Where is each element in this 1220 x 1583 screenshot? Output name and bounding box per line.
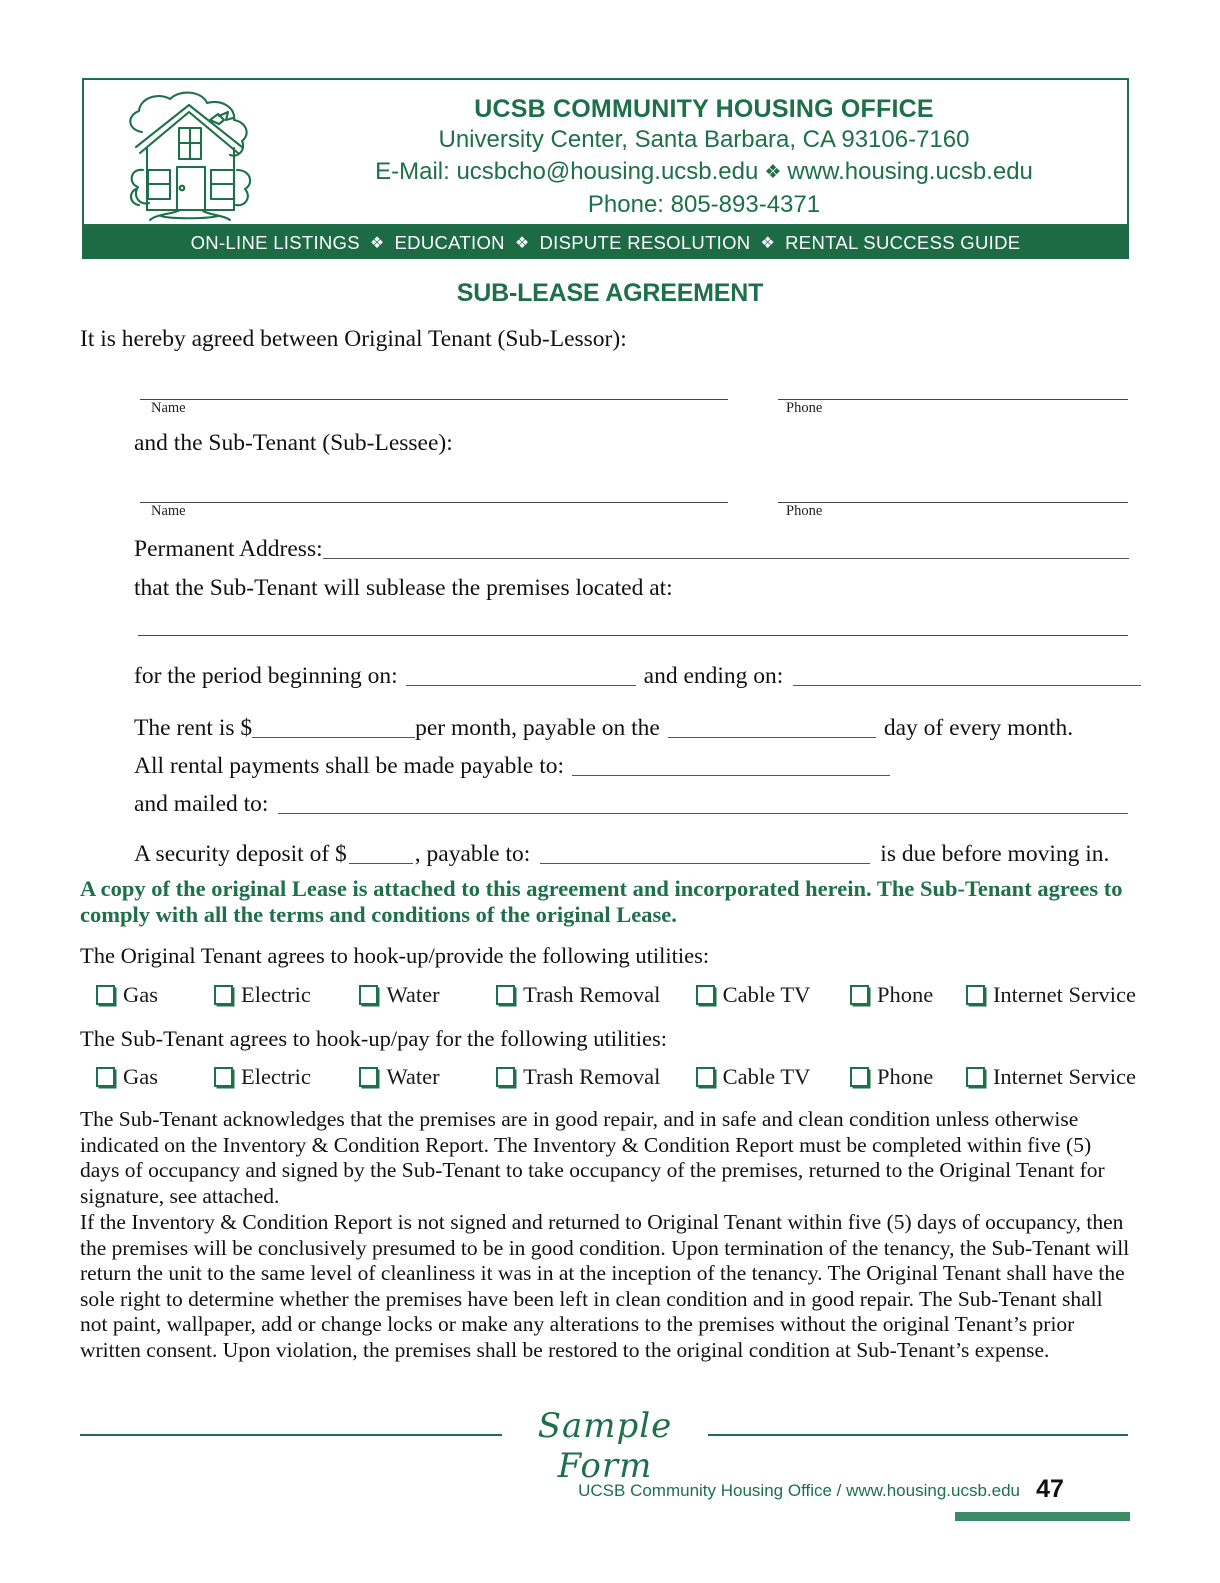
rent-mid-label: per month, payable on the [415, 715, 660, 741]
checkbox-item-phone[interactable] [850, 982, 966, 1008]
original-tenant-utilities-row [96, 982, 1136, 1008]
intro-lessee-text: and the Sub-Tenant (Sub-Lessee): [134, 430, 453, 456]
checkbox-label: Internet Service [992, 1064, 1136, 1089]
mailed-to-field[interactable] [278, 795, 1128, 814]
footer-rule-left [80, 1434, 502, 1436]
deposit-suffix-label: is due before moving in. [880, 841, 1110, 867]
sub-tenant-utilities-label: The Sub-Tenant agrees to hook-up/pay for the following utilities: [80, 1026, 668, 1051]
permanent-address-label: Permanent Address: [134, 536, 323, 562]
label-phone: Phone [786, 400, 823, 416]
label-name: Name [151, 503, 186, 519]
acknowledgement-paragraph: The Sub-Tenant acknowledges that the premises are in good repair, and in safe and clean condition unless otherwise indicated on the Inventory & Condition Report. The Inventory & Condition Report must be completed within five (5) days of occupancy and signed by the Sub-Tenant to take occupancy of the premises, returned to the Original Tenant for signature, see attached. [80, 1107, 1105, 1208]
original-tenant-utilities-label: The Original Tenant agrees to hook-up/provide the following utilities: [80, 943, 710, 968]
sub-tenant-phone-field[interactable] [778, 502, 1128, 503]
checkbox-icon[interactable] [96, 1067, 115, 1087]
checkbox-item-internet-service[interactable] [966, 982, 1136, 1008]
label-name: Name [151, 400, 186, 416]
permanent-address-field[interactable] [323, 540, 1129, 559]
checkbox-label: Trash Removal [523, 982, 661, 1007]
band-item-dispute-resolution: DISPUTE RESOLUTION [539, 231, 751, 253]
checkbox-item-water[interactable] [359, 1064, 496, 1090]
label-phone: Phone [786, 503, 823, 519]
rent-amount-field[interactable] [252, 719, 415, 738]
letterhead-box [82, 78, 1129, 226]
premises-text: that the Sub-Tenant will sublease the premises located at: [134, 575, 673, 601]
checkbox-icon[interactable] [850, 1067, 869, 1087]
footer-credit: UCSB Community Housing Office / www.housing.ucsb.edu [578, 1481, 1020, 1500]
checkbox-label: Water [386, 1064, 440, 1089]
checkbox-icon[interactable] [966, 985, 985, 1005]
deposit-amount-field[interactable] [349, 845, 413, 864]
sub-tenant-utilities-row [96, 1064, 1136, 1090]
deposit-payable-to-field[interactable] [540, 845, 870, 864]
org-contact-line [284, 156, 1124, 189]
checkbox-label: Electric [240, 982, 311, 1007]
diamond-separator-icon: ❖ [514, 234, 530, 252]
checkbox-icon[interactable] [850, 985, 869, 1005]
rent-suffix-label: day of every month. [883, 715, 1074, 741]
rent-day-field[interactable] [668, 719, 876, 738]
checkbox-item-phone[interactable] [850, 1064, 966, 1090]
checkbox-label: Gas [123, 982, 158, 1007]
sample-form-label: Sample Form [537, 1406, 673, 1486]
payable-to-field[interactable] [572, 757, 890, 776]
checkbox-icon[interactable] [214, 1067, 233, 1087]
checkbox-label: Water [386, 982, 440, 1007]
org-address: University Center, Santa Barbara, CA 93106-7160 [438, 126, 970, 153]
checkbox-icon[interactable] [696, 1067, 715, 1087]
checkbox-label: Cable TV [722, 1064, 811, 1089]
original-tenant-name-field[interactable] [140, 399, 728, 400]
checkbox-item-electric[interactable] [214, 1064, 359, 1090]
checkbox-icon[interactable] [96, 985, 115, 1005]
checkbox-item-electric[interactable] [214, 982, 359, 1008]
mailed-to-label: and mailed to: [134, 791, 269, 817]
security-deposit-row [134, 840, 1109, 868]
checkbox-label: Internet Service [992, 982, 1136, 1007]
band-item-rental-success-guide: RENTAL SUCCESS GUIDE [785, 231, 1021, 253]
intro-lessor-text: It is hereby agreed between Original Tenant (Sub-Lessor): [80, 326, 627, 352]
checkbox-item-water[interactable] [359, 982, 496, 1008]
period-row [134, 662, 1141, 690]
org-name: UCSB COMMUNITY HOUSING OFFICE [474, 95, 934, 123]
period-end-label: and ending on: [643, 663, 784, 689]
services-band [82, 226, 1129, 259]
band-item-online-listings: ON-LINE LISTINGS [190, 231, 360, 253]
diamond-separator-icon: ❖ [760, 234, 776, 252]
diamond-separator-icon: ❖ [369, 234, 385, 252]
footer-rule-right [708, 1434, 1128, 1436]
checkbox-label: Phone [876, 982, 934, 1007]
checkbox-icon[interactable] [696, 985, 715, 1005]
letterhead-text [284, 94, 1124, 221]
checkbox-label: Trash Removal [523, 1064, 661, 1089]
page-title: SUB-LEASE AGREEMENT [456, 279, 764, 307]
checkbox-icon[interactable] [496, 1067, 515, 1087]
permanent-address-row [134, 535, 1129, 563]
rent-prefix-label: The rent is $ [134, 715, 253, 741]
checkbox-icon[interactable] [496, 985, 515, 1005]
band-item-education: EDUCATION [394, 231, 505, 253]
checkbox-item-trash-removal[interactable] [496, 982, 696, 1008]
checkbox-item-cable-tv[interactable] [696, 1064, 850, 1090]
mailed-to-row [134, 790, 1128, 818]
sub-tenant-name-field[interactable] [140, 502, 728, 503]
condition-report-paragraph: If the Inventory & Condition Report is not signed and returned to Original Tenant within five (5) days of occupancy, then the premises will be conclusively presumed to be in good condition. Upon termination of the tenancy, the Sub-Tenant will return the unit to the same level of cleanliness it was in at the inception of the tenancy. The Original Tenant shall have the sole right to determine whether the premises have been left in clean condition and in good repair. The Sub-Tenant shall not paint, wallpaper, add or change locks or make any alterations to the premises without the original Tenant’s prior written consent. Upon violation, the premises shall be restored to the original condition at Sub-Tenant’s expense. [80, 1210, 1130, 1362]
checkbox-label: Cable TV [722, 982, 811, 1007]
checkbox-icon[interactable] [966, 1067, 985, 1087]
org-website: www.housing.ucsb.edu [787, 158, 1033, 185]
checkbox-item-internet-service[interactable] [966, 1064, 1136, 1090]
footer-accent-bar [955, 1512, 1130, 1521]
org-phone: Phone: 805-893-4371 [587, 191, 821, 218]
checkbox-item-gas[interactable] [96, 982, 214, 1008]
checkbox-icon[interactable] [359, 985, 378, 1005]
checkbox-label: Electric [240, 1064, 311, 1089]
house-sketch-icon [106, 86, 281, 222]
checkbox-label: Gas [123, 1064, 158, 1089]
checkbox-item-cable-tv[interactable] [696, 982, 850, 1008]
deposit-mid-label: , payable to: [414, 841, 531, 867]
payable-to-row [134, 752, 890, 780]
deposit-prefix-label: A security deposit of $ [134, 841, 347, 867]
checkbox-icon[interactable] [214, 985, 233, 1005]
checkbox-label: Phone [876, 1064, 934, 1089]
checkbox-item-gas[interactable] [96, 1064, 214, 1090]
original-tenant-phone-field[interactable] [778, 399, 1128, 400]
checkbox-icon[interactable] [359, 1067, 378, 1087]
page-number: 47 [1036, 1475, 1064, 1503]
payable-to-label: All rental payments shall be made payable to: [134, 753, 565, 779]
period-begin-label: for the period beginning on: [134, 663, 398, 689]
premises-address-field[interactable] [138, 635, 1128, 636]
org-email: E-Mail: ucsbcho@housing.ucsb.edu [375, 158, 759, 185]
period-end-field[interactable] [793, 667, 1141, 686]
checkbox-item-trash-removal[interactable] [496, 1064, 696, 1090]
period-begin-field[interactable] [406, 667, 636, 686]
diamond-separator-icon: ❖ [764, 162, 782, 183]
original-lease-notice: A copy of the original Lease is attached to this agreement and incorporated herein. The Sub-Tenant agrees to comply with all the terms and conditions of the original Lease. [80, 876, 1123, 927]
rent-row [134, 714, 1073, 742]
